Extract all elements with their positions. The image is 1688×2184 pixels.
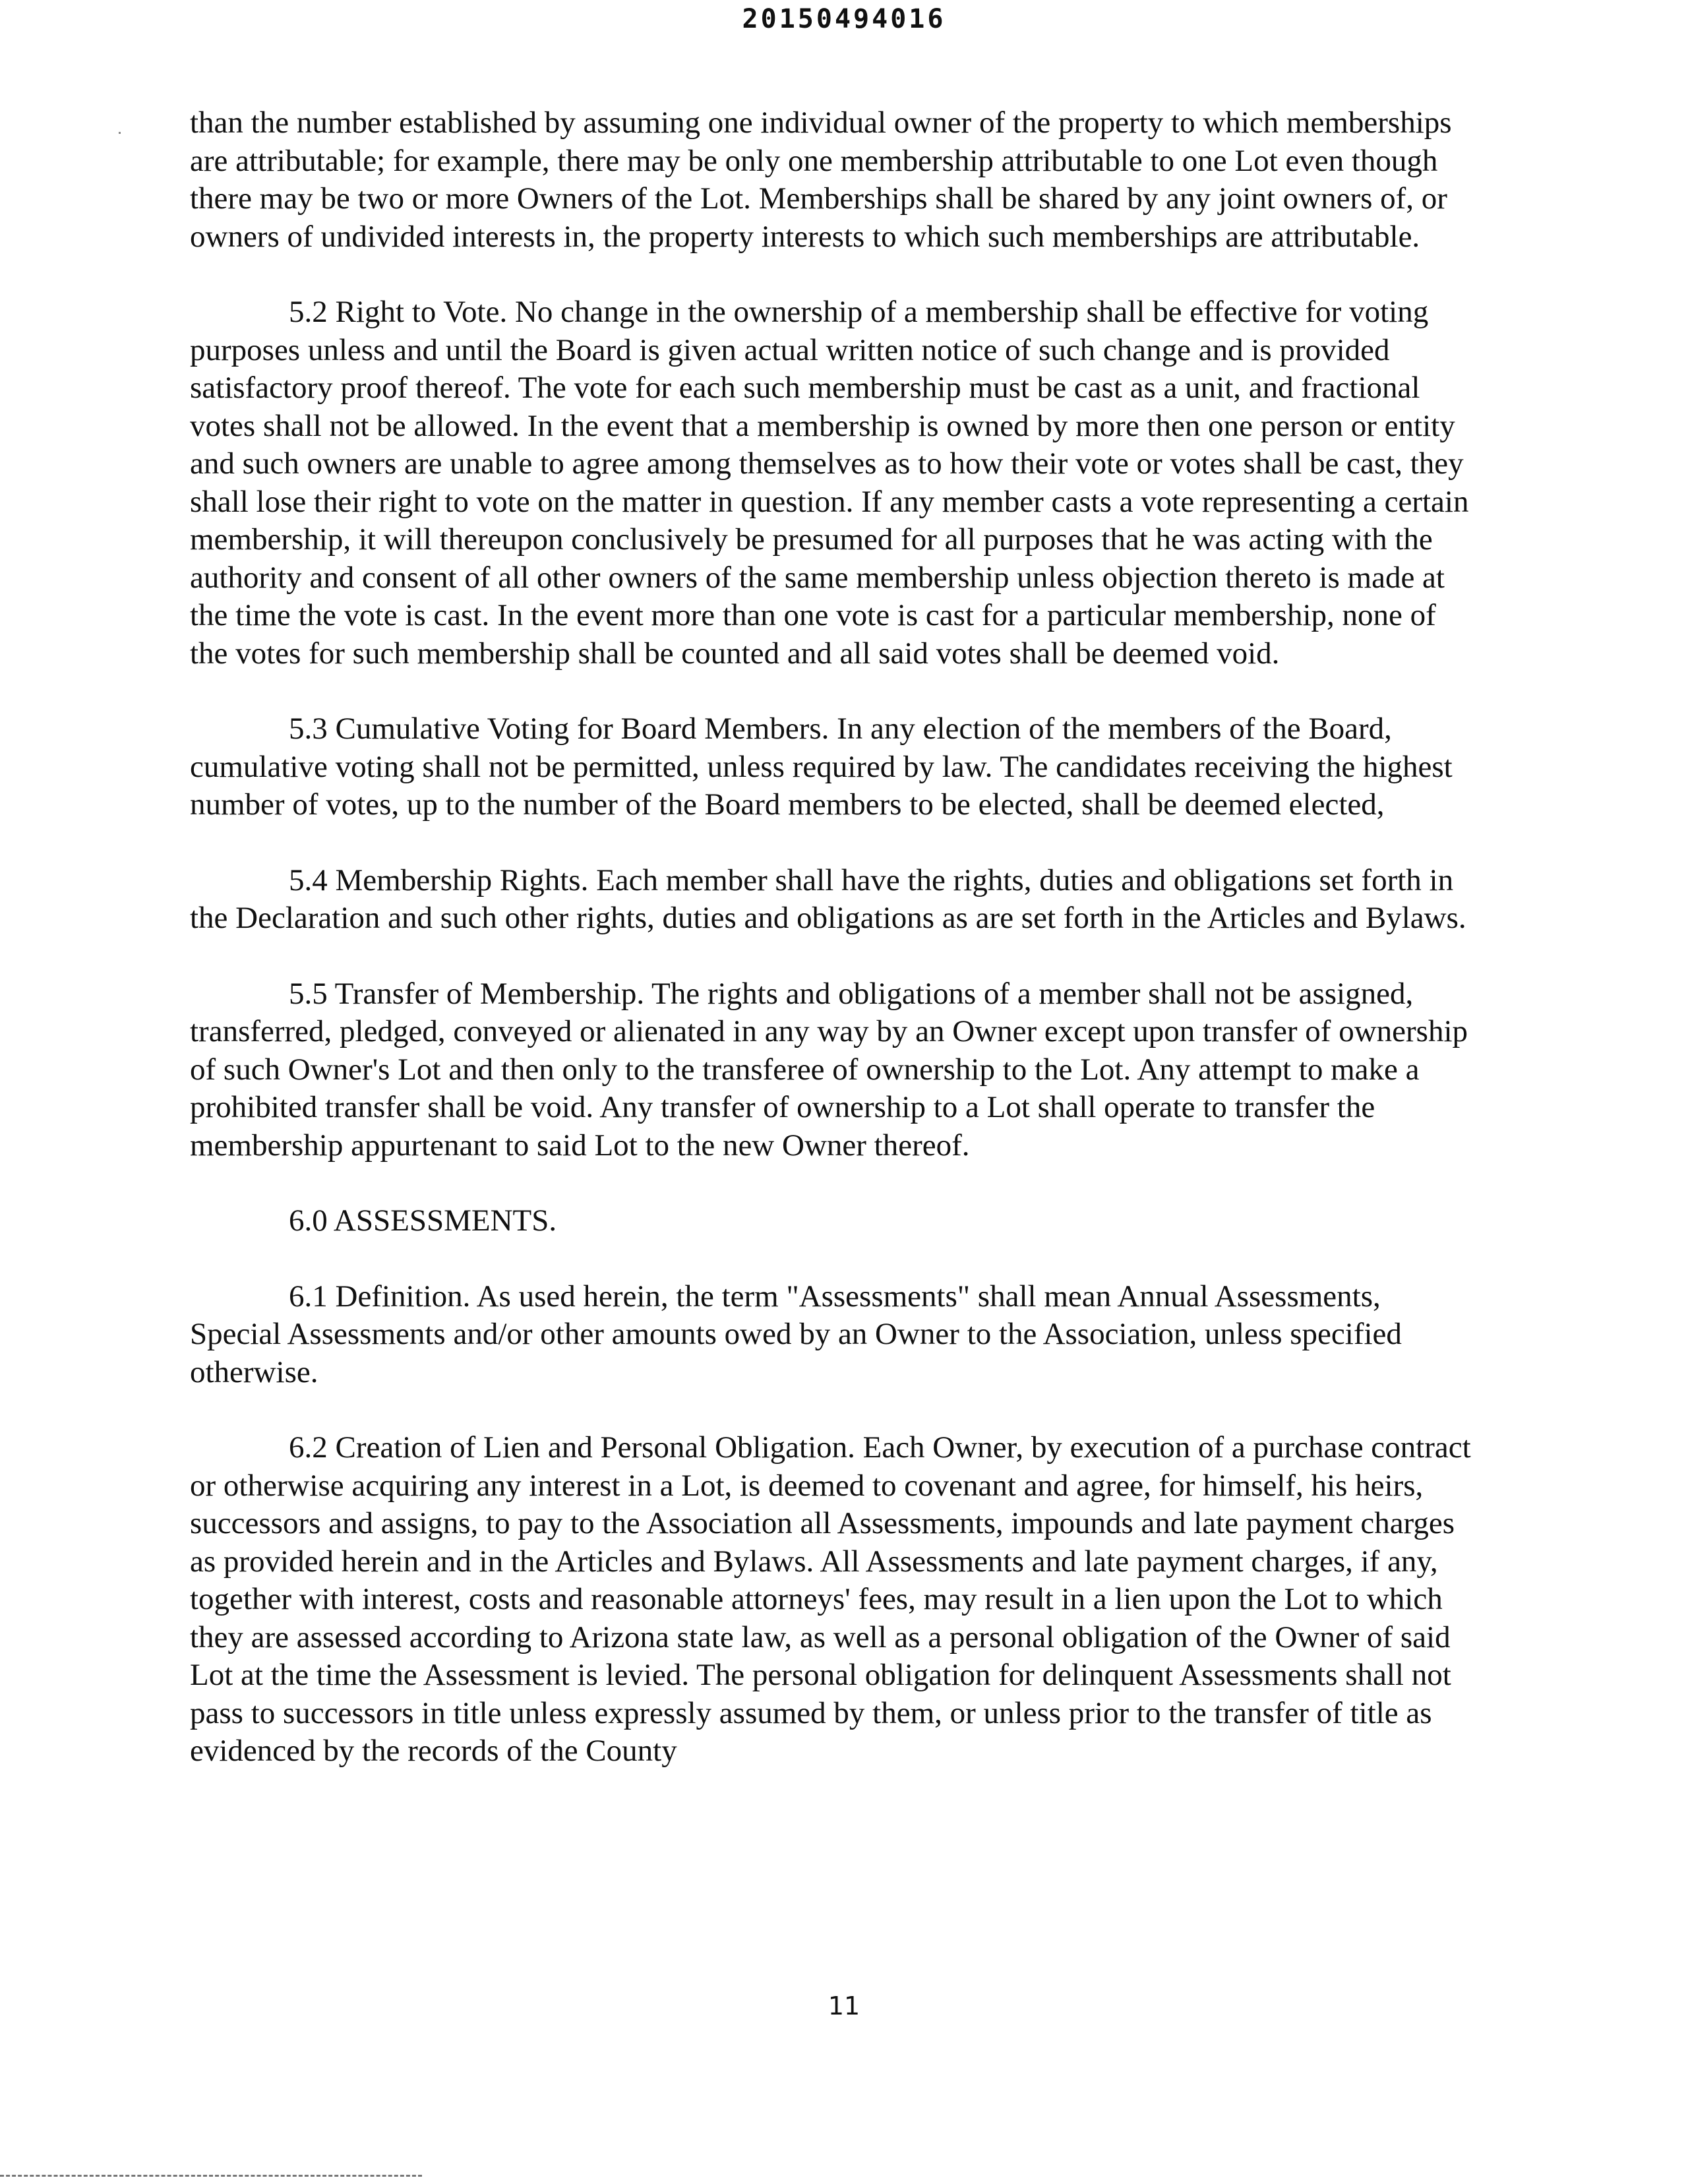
paragraph-5-2-right-to-vote: 5.2 Right to Vote. No change in the ownership of a membership shall be effective for voting purposes unless and until the Board is given actual written notice of such change and is provided satisfactory proof thereof. The vote for each such membership must be cast as a unit, and fractional votes shall not be allowed. In the event that a membership is owned by more then one person or entity and such owners are unable to agree among themselves as to how their vote or votes shall be cast, they shall lose their right to vote on the matter in question. If any member casts a vote representing a certain membership, it will thereupon conclusively be presumed for all purposes that he was acting with the authority and consent of all other owners of the same membership unless objection thereto is made at the time the vote is cast. In the event more than one vote is cast for a particular membership, none of the votes for such membership shall be counted and all said votes shall be deemed void. [190, 295, 1469, 671]
document-body [190, 104, 1476, 1808]
paragraph-6-1-definition: 6.1 Definition. As used herein, the term "Assessments" shall mean Annual Assessments, Special Assessments and/or other amounts owed by an Owner to the Association, unless specified otherwise. [190, 1279, 1402, 1389]
paragraph-6-2-creation-of-lien: 6.2 Creation of Lien and Personal Obligation. Each Owner, by execution of a purchase contract or otherwise acquiring any interest in a Lot, is deemed to covenant and agree, for himself, his heirs, successors and assigns, to pay to the Association all Assessments, impounds and late payment charges as provided herein and in the Articles and Bylaws. All Assessments and late payment charges, if any, together with interest, costs and reasonable attorneys' fees, may result in a lien upon the Lot to which they are assessed according to Arizona state law, as well as a personal obligation of the Owner of said Lot at the time the Assessment is levied. The personal obligation for delinquent Assessments shall not pass to successors in title unless expressly assumed by them, or unless prior to the transfer of title as evidenced by the records of the County [190, 1430, 1471, 1768]
scan-edge-line [0, 2175, 422, 2177]
paragraph-5-3-cumulative-voting: 5.3 Cumulative Voting for Board Members. In any election of the members of the Board, cumulative voting shall not be permitted, unless required by law. The candidates receiving the highest number of votes, up to the number of the Board members to be elected, shall be deemed elected, [190, 712, 1453, 822]
recording-number: 20150494016 [742, 4, 946, 34]
page-number: 11 [828, 1991, 860, 2020]
section-heading-assessments: 6.0 ASSESSMENTS. [289, 1203, 557, 1238]
paragraph-5-5-transfer-of-membership: 5.5 Transfer of Membership. The rights and obligations of a member shall not be assigned, transferred, pledged, conveyed or alienated in any way by an Owner except upon transfer of ownership of such Owner's Lot and then only to the transferee of ownership to the Lot. Any attempt to make a prohibited transfer shall be void. Any transfer of ownership to a Lot shall operate to transfer the membership appurtenant to said Lot to the new Owner thereof. [190, 976, 1468, 1163]
paragraph-continuation: than the number established by assuming one individual owner of the property to which memberships are attributable; for example, there may be only one membership attributable to one Lot even though there may be two or more Owners of the Lot. Memberships shall be shared by any joint owners of, or owners of undivided interests in, the property interests to which such memberships are attributable. [190, 106, 1452, 254]
margin-mark [119, 132, 121, 134]
paragraph-5-4-membership-rights: 5.4 Membership Rights. Each member shall have the rights, duties and obligations set forth in the Declaration and such other rights, duties and obligations as are set forth in the Articles and Bylaws. [190, 863, 1466, 935]
